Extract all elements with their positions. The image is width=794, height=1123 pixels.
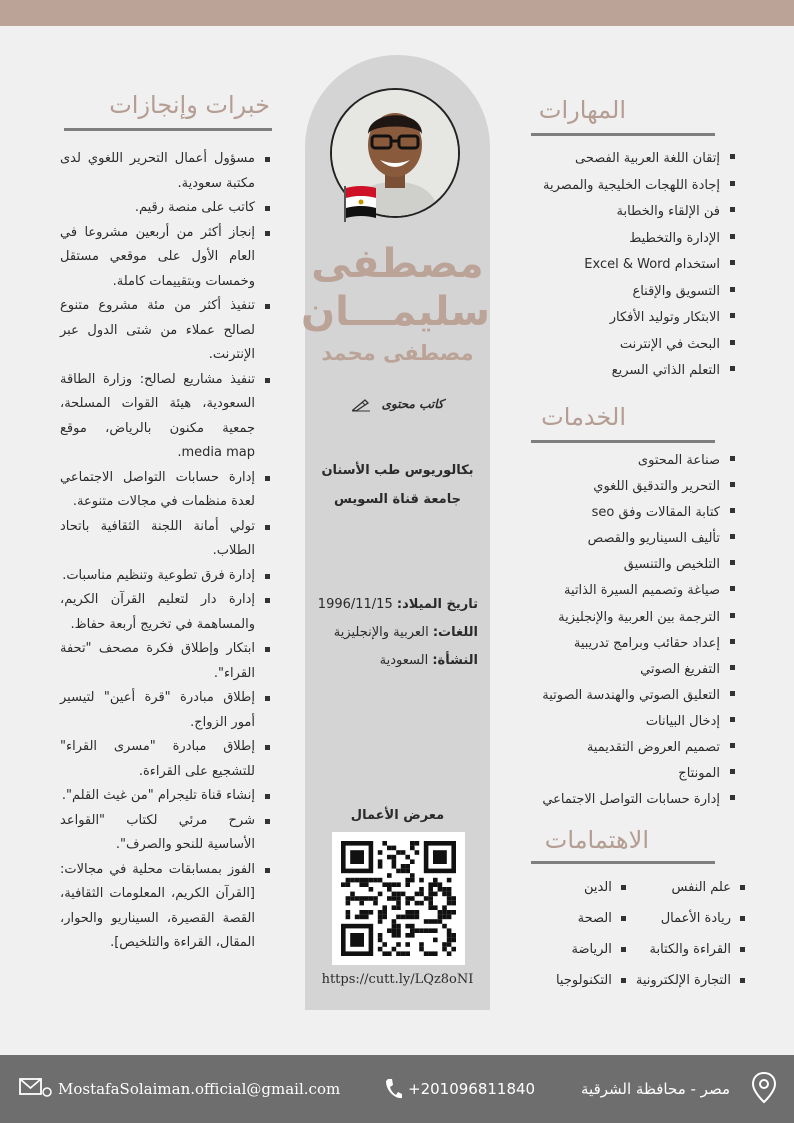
service-item: تأليف السيناريو والقصص xyxy=(497,526,737,552)
experience-item: ابتكار وإطلاق فكرة مصحف "تحفة القراء". xyxy=(60,637,272,686)
name-second: سليمـــان xyxy=(301,289,490,335)
interest-item: علم النفس xyxy=(636,876,747,900)
portfolio-label: معرض الأعمال xyxy=(350,808,445,823)
experience-item: كاتب على منصة رقيم. xyxy=(60,196,272,221)
contact-location: مصر - محافظة الشرقية xyxy=(581,1080,730,1098)
experience-title: خبرات وإنجازات xyxy=(109,91,270,119)
skill-item: استخدام Excel & Word xyxy=(507,252,737,279)
contact-email[interactable]: MostafaSolaiman.official@gmail.com xyxy=(58,1080,341,1098)
info-origin-label: النشأة: xyxy=(432,653,478,668)
experience-item: تولي أمانة اللجنة الثقافية باتحاد الطلاب. xyxy=(60,515,272,564)
service-item: إعداد حقائب وبرامج تدريبية xyxy=(497,631,737,657)
interest-item: القراءة والكتابة xyxy=(636,938,747,962)
service-item: إدارة حسابات التواصل الاجتماعي xyxy=(497,787,737,813)
portfolio-qr-code[interactable] xyxy=(332,832,465,965)
skills-title: المهارات xyxy=(538,96,626,124)
service-item: تصميم العروض التقديمية xyxy=(497,735,737,761)
pen-icon xyxy=(351,398,371,412)
experience-item: شرح مرئي لكتاب "القواعد الأساسية للنحو والصرف". xyxy=(60,809,272,858)
service-item: إدخال البيانات xyxy=(497,709,737,735)
skill-item: الإدارة والتخطيط xyxy=(507,226,737,253)
skill-item: إتقان اللغة العربية الفصحى xyxy=(507,146,737,173)
services-list xyxy=(497,448,737,813)
service-item: المونتاج xyxy=(497,761,737,787)
job-title xyxy=(305,397,490,412)
experience-item: تنفيذ مشاريع لصالح: وزارة الطاقة السعودية، هيئة القوات المسلحة، جمعية مكنون بالرياض، موقع media map. xyxy=(60,368,272,466)
experience-item: إدارة دار لتعليم القرآن الكريم، والمساهمة في تخريج أربعة حفاظ. xyxy=(60,588,272,637)
interest-item: التكنولوجيا xyxy=(517,969,628,993)
interest-item: الصحة xyxy=(517,907,628,931)
service-item: التعليق الصوتي والهندسة الصوتية xyxy=(497,683,737,709)
service-item: التلخيص والتنسيق xyxy=(497,552,737,578)
info-languages-label: اللغات: xyxy=(432,625,478,640)
interests-divider xyxy=(531,861,715,864)
experience-item: إطلاق مبادرة "قرة أعين" لتيسير أمور الزواج. xyxy=(60,686,272,735)
interest-item: الدين xyxy=(517,876,628,900)
info-birth-value: 1996/11/15 xyxy=(317,597,393,612)
experience-item: إنجاز أكثر من أربعين مشروعا في العام الأول على موقعي مستقل وخمسات وبتقييمات كاملة. xyxy=(60,221,272,295)
skill-item: فن الإلقاء والخطابة xyxy=(507,199,737,226)
job-title-text: كاتب محتوى xyxy=(381,397,444,411)
experience-item: إدارة فرق تطوعية وتنظيم مناسبات. xyxy=(60,564,272,589)
interests-grid xyxy=(517,876,747,993)
skills-list xyxy=(507,146,737,385)
service-item: كتابة المقالات وفق seo xyxy=(497,500,737,526)
skill-item: إجادة اللهجات الخليجية والمصرية xyxy=(507,173,737,200)
service-item: صناعة المحتوى xyxy=(497,448,737,474)
portfolio-url[interactable]: https://cutt.ly/LQz8oNI xyxy=(321,972,474,987)
email-icon xyxy=(19,1077,53,1099)
services-divider xyxy=(531,440,715,443)
info-birth-label: تاريخ الميلاد: xyxy=(396,597,478,612)
top-accent-bar xyxy=(0,0,794,26)
egypt-flag-icon xyxy=(343,184,377,222)
skill-item: التعلم الذاتي السريع xyxy=(507,358,737,385)
experience-item: الفوز بمسابقات محلية في مجالات: [القرآن الكريم، المعلومات الثقافية، القصة القصيرة، السيناريو والحوار، المقال، القراءة والتلخيص]. xyxy=(60,858,272,956)
experience-item: إطلاق مبادرة "مسرى القراء" للتشجيع على القراءة. xyxy=(60,735,272,784)
contact-footer xyxy=(0,1055,794,1123)
name-third: مصطفى محمد xyxy=(321,341,474,365)
interests-title: الاهتمامات xyxy=(544,826,649,854)
info-birth xyxy=(318,597,478,612)
interest-item: ريادة الأعمال xyxy=(636,907,747,931)
experience-item: إنشاء قناة تليجرام "من غيث القلم". xyxy=(60,784,272,809)
name-first: مصطفى xyxy=(311,241,484,287)
service-item: صياغة وتصميم السيرة الذاتية xyxy=(497,578,737,604)
interest-item: التجارة الإلكترونية xyxy=(636,969,747,993)
skill-item: الابتكار وتوليد الأفكار xyxy=(507,305,737,332)
phone-icon xyxy=(383,1077,403,1101)
info-languages-value: العربية والإنجليزية xyxy=(333,625,429,640)
experience-item: إدارة حسابات التواصل الاجتماعي لعدة منظمات في مجالات متنوعة. xyxy=(60,466,272,515)
education-degree: بكالوريوس طب الأسنان xyxy=(321,463,474,478)
services-title: الخدمات xyxy=(541,403,626,431)
contact-phone[interactable]: +201096811840 xyxy=(408,1080,536,1098)
skill-item: البحث في الإنترنت xyxy=(507,332,737,359)
skill-item: التسويق والإقناع xyxy=(507,279,737,306)
service-item: الترجمة بين العربية والإنجليزية xyxy=(497,605,737,631)
info-origin-value: السعودية xyxy=(379,653,429,668)
experience-item: تنفيذ أكثر من مئة مشروع متنوع لصالح عملاء من شتى الدول عبر الإنترنت. xyxy=(60,294,272,368)
info-languages xyxy=(334,625,478,640)
experience-divider xyxy=(64,128,272,131)
experience-item: مسؤول أعمال التحرير اللغوي لدى مكتبة سعودية. xyxy=(60,147,272,196)
service-item: التحرير والتدقيق اللغوي xyxy=(497,474,737,500)
skills-divider xyxy=(531,133,715,136)
interest-item: الرياضة xyxy=(517,938,628,962)
location-pin-icon xyxy=(750,1071,778,1105)
experience-list xyxy=(60,147,272,956)
education-university: جامعة قناة السويس xyxy=(334,492,461,507)
service-item: التفريغ الصوتي xyxy=(497,657,737,683)
info-origin xyxy=(380,653,478,668)
